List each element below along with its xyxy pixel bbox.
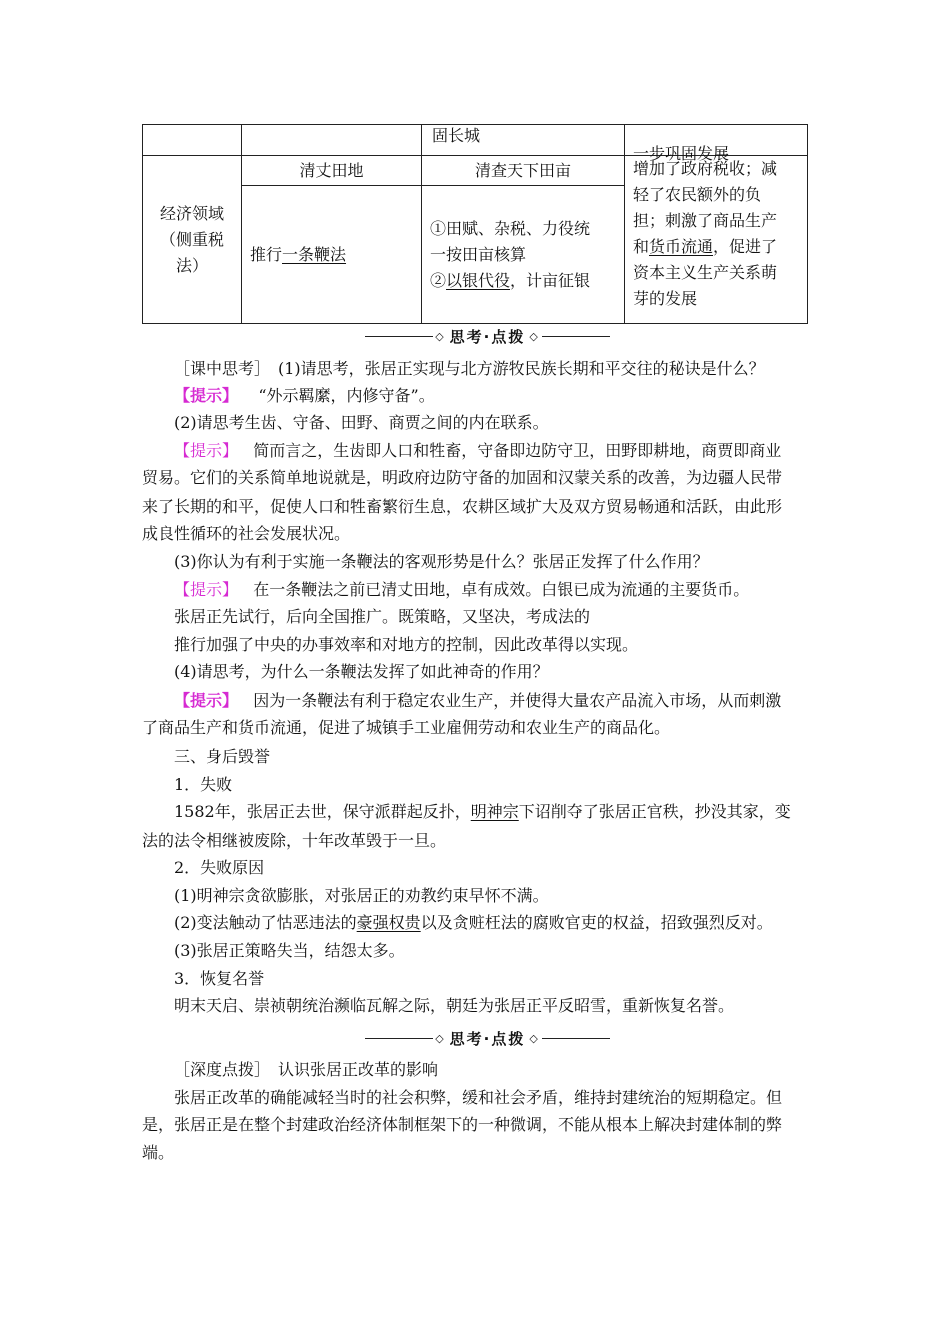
hint-2 bbox=[174, 439, 822, 463]
cell-text: 清查天下田亩 bbox=[474, 160, 571, 180]
section-title: 三、身后毁誉 bbox=[174, 747, 271, 766]
reason-item: (3)张居正策略失当，结怨太多。 bbox=[174, 941, 405, 960]
cell-line: 一按田亩核算 bbox=[430, 244, 527, 264]
diamond-icon: ◇ bbox=[529, 1031, 540, 1045]
effect-line: 资本主义生产关系萌 bbox=[633, 263, 778, 282]
underlined-term: 一条鞭法 bbox=[282, 244, 347, 264]
hint-text: “外示羁縻，内修守备”。 bbox=[258, 386, 435, 405]
hint-text: 在一条鞭法之前已清丈田地，卓有成效。白银已成为流通的主要货币。 bbox=[253, 580, 750, 599]
reason-item bbox=[174, 911, 822, 935]
paragraph-line: 是，张居正是在整个封建政治经济体制框架下的一种微调，不能从根本上解决封建体制的弊 bbox=[142, 1115, 783, 1134]
text-span: ② bbox=[430, 270, 447, 290]
cell-text: 固长城 bbox=[432, 126, 481, 145]
text-span: ，促进了 bbox=[713, 237, 778, 256]
hint-label: 【提示】 bbox=[174, 441, 239, 460]
cell-text: 清丈田地 bbox=[299, 160, 364, 180]
table-cell bbox=[143, 125, 242, 156]
cell-line bbox=[430, 268, 616, 294]
underlined-term: 明神宗 bbox=[470, 802, 519, 821]
paragraph-line: 张居正改革的确能减轻当时的社会积弊，缓和社会矛盾，维持封建统治的短期稳定。但 bbox=[174, 1088, 783, 1107]
question-4: (4)请思考，为什么一条鞭法发挥了如此神奇的作用？ bbox=[174, 662, 549, 681]
hint-3-line: 张居正先试行，后向全国推广。既策略，又坚决，考成法的 bbox=[174, 607, 591, 626]
hint-2-line: 来了长期的和平，促使人口和牲畜繁衍生息，农耕区域扩大及双方贸易畅通和活跃，由此形 bbox=[142, 497, 783, 516]
hint-label: 【提示】 bbox=[174, 691, 239, 710]
section-header bbox=[365, 325, 610, 347]
hint-3-line: 推行加强了中央的办事效率和对地方的控制，因此改革得以实现。 bbox=[174, 635, 639, 654]
table-cell bbox=[422, 156, 625, 186]
effect-line: 芽的发展 bbox=[633, 289, 698, 308]
section-header-text: 思考·点拨 bbox=[449, 1029, 526, 1048]
text-span: 以及贪赃枉法的腐败官吏的权益，招致强烈反对。 bbox=[420, 913, 773, 932]
underlined-term: 以银代役 bbox=[446, 270, 511, 290]
section-header bbox=[365, 1027, 610, 1049]
subsection-title: 3．恢复名誉 bbox=[174, 969, 265, 988]
question-1: ［课中思考］ (1)请思考，张居正实现与北方游牧民族长期和平交往的秘诀是什么？ bbox=[174, 359, 765, 378]
paragraph-line bbox=[174, 800, 822, 824]
section-header-text: 思考·点拨 bbox=[449, 327, 526, 346]
hint-4 bbox=[174, 689, 822, 713]
deep-title: ［深度点拨］ 认识张居正改革的影响 bbox=[174, 1060, 439, 1079]
reform-table bbox=[142, 124, 808, 324]
hint-1 bbox=[174, 384, 822, 408]
text-span: 推行 bbox=[250, 244, 283, 264]
effect-cell bbox=[625, 156, 808, 324]
table-cell bbox=[422, 125, 625, 156]
table-cell bbox=[242, 186, 422, 324]
header-rule bbox=[365, 336, 433, 337]
effect-line: 增加了政府税收；减 bbox=[633, 159, 778, 178]
hint-text: 简而言之，生齿即人口和牲畜，守备即边防守卫，田野即耕地，商贾即商业 bbox=[253, 441, 782, 460]
hint-2-line: 贸易。它们的关系简单地说就是，明政府边防守备的加固和汉蒙关系的改善，为边疆人民带 bbox=[142, 468, 783, 487]
subsection-title: 2．失败原因 bbox=[174, 858, 265, 877]
hint-label: 【提示】 bbox=[174, 580, 239, 599]
table-cell bbox=[242, 156, 422, 186]
diamond-icon: ◇ bbox=[435, 329, 446, 343]
table-cell bbox=[625, 125, 808, 163]
text-span: 下诏削夺了张居正官秩，抄没其家，变 bbox=[518, 802, 791, 821]
text-span: 1582年，张居正去世，保守派群起反扑， bbox=[174, 802, 471, 821]
header-rule bbox=[542, 1038, 610, 1039]
question-3: (3)你认为有利于实施一条鞭法的客观形势是什么？张居正发挥了什么作用？ bbox=[174, 552, 709, 571]
cell-line: ①田赋、杂税、力役统 bbox=[430, 218, 591, 238]
effect-line: 担；刺激了商品生产 bbox=[633, 211, 778, 230]
header-rule bbox=[542, 336, 610, 337]
text-span: ，计亩征银 bbox=[510, 270, 591, 290]
hint-text: 因为一条鞭法有利于稳定农业生产，并使得大量农产品流入市场，从而刺激 bbox=[253, 691, 782, 710]
underlined-term: 豪强权贵 bbox=[356, 913, 421, 932]
reason-item: (1)明神宗贪欲膨胀，对张居正的劝教约束早怀不满。 bbox=[174, 886, 549, 905]
underlined-term: 货币流通 bbox=[649, 237, 714, 256]
cell-text: 一步巩固发展 bbox=[633, 144, 730, 163]
diamond-icon: ◇ bbox=[435, 1031, 446, 1045]
table-cell bbox=[242, 125, 422, 156]
effect-line: 轻了农民额外的负 bbox=[633, 185, 762, 204]
hint-4-line: 了商品生产和货币流通，促进了城镇手工业雇佣劳动和农业生产的商品化。 bbox=[142, 718, 671, 737]
hint-2-line: 成良性循环的社会发展状况。 bbox=[142, 524, 351, 543]
paragraph-line: 明末天启、崇祯朝统治濒临瓦解之际，朝廷为张居正平反昭雪，重新恢复名誉。 bbox=[174, 996, 735, 1015]
paragraph-line: 法的法令相继被废除，十年改革毁于一旦。 bbox=[142, 831, 447, 850]
text-span: (2)变法触动了怙恶违法的 bbox=[174, 913, 357, 932]
paragraph-line: 端。 bbox=[142, 1143, 175, 1162]
subsection-title: 1．失败 bbox=[174, 775, 233, 794]
text-span: 和 bbox=[633, 237, 650, 256]
header-rule bbox=[365, 1038, 433, 1039]
hint-label: 【提示】 bbox=[174, 386, 239, 405]
table-row bbox=[143, 125, 808, 156]
diamond-icon: ◇ bbox=[529, 329, 540, 343]
category-cell bbox=[143, 156, 242, 324]
hint-3 bbox=[174, 578, 822, 602]
category-label: 经济领域（侧重税法） bbox=[159, 203, 224, 275]
question-2: (2)请思考生齿、守备、田野、商贾之间的内在联系。 bbox=[174, 413, 549, 432]
effect-line bbox=[633, 234, 799, 260]
table-cell bbox=[422, 186, 625, 324]
